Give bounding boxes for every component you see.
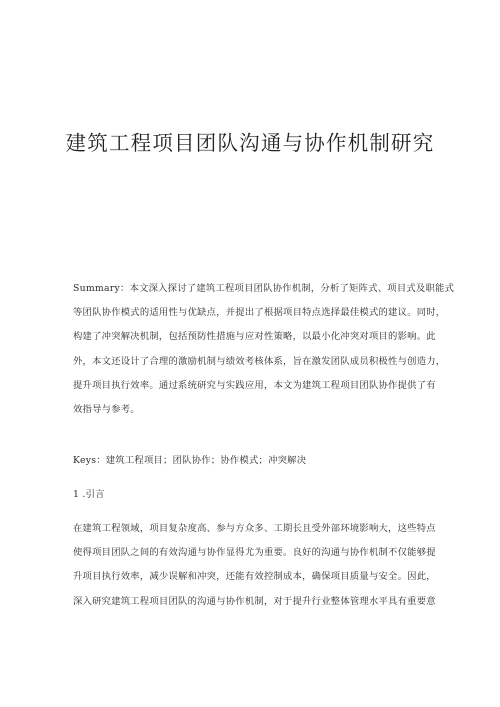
intro-line: 使得项目团队之间的有效沟通与协作显得尤为重要。良好的沟通与协作机制不仅能够提 [73,547,436,559]
intro-line: 在建筑工程领域，项目复杂度高、参与方众多、工期长且受外部环境影响大，这些特点 [73,523,436,534]
summary-paragraph [73,282,455,427]
intro-line: 深入研究建筑工程项目团队的沟通与协作机制，对于提升行业整体管理水平具有重要意 [73,595,436,607]
summary-line: 构建了冲突解决机制，包括预防性措施与应对性策略，以最小化冲突对项目的影响。此 [73,331,436,343]
summary-line: 提升项目执行效率。通过系统研究与实践应用，本文为建筑工程项目团队协作提供了有 [73,379,436,391]
intro-paragraph [73,522,436,619]
summary-line: 效指导与参考。 [73,403,140,415]
summary-line: 外，本文还设计了合理的激励机制与绩效考核体系，旨在激发团队成员积极性与创造力， [73,355,446,367]
section-heading-text: 1 .引言 [73,489,105,500]
summary-line: Summary：本文深入探讨了建筑工程项目团队协作机制，分析了矩阵式、项目式及职能式 [73,283,455,294]
document-title: 建筑工程项目团队沟通与协作机制研究 [65,131,435,155]
summary-line: 等团队协作模式的适用性与优缺点，并提出了根据项目特点选择最佳模式的建议。同时， [73,307,446,319]
keywords-text: Keys：建筑工程项目；团队协作；协作模式；冲突解决 [73,455,307,466]
intro-line: 升项目执行效率，减少误解和冲突，还能有效控制成本，确保项目质量与安全。因此， [73,571,436,583]
section-heading [73,488,433,502]
keywords-line [73,454,433,468]
